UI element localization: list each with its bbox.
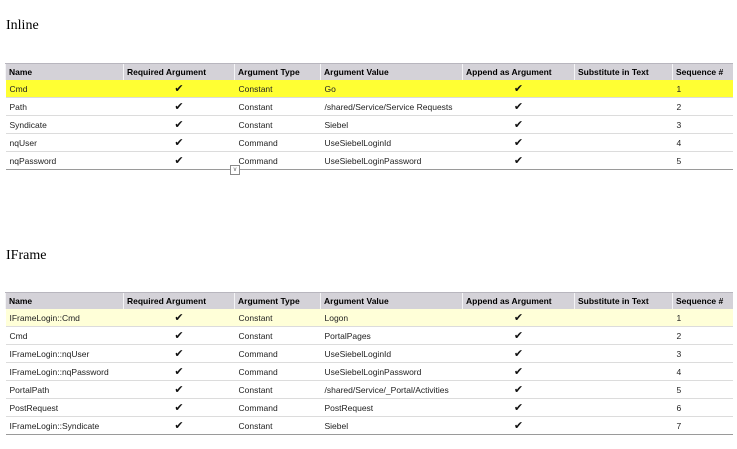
cell-sequence: 1	[673, 309, 733, 327]
column-header-name[interactable]: Name	[6, 293, 124, 310]
cell-argument-value: Go	[321, 80, 463, 98]
inline-section-title: Inline	[6, 18, 39, 33]
cell-sequence: 2	[673, 98, 733, 116]
required-checkmark-icon: ✔	[124, 98, 235, 116]
append-checkmark-icon: ✔	[463, 363, 575, 381]
append-checkmark-icon: ✔	[463, 80, 575, 98]
cell-substitute-in-text	[575, 417, 673, 435]
iframe-header-row	[6, 293, 733, 310]
cell-name: IFrameLogin::nqUser	[6, 345, 124, 363]
append-checkmark-icon: ✔	[463, 134, 575, 152]
cell-argument-type: Constant	[235, 98, 321, 116]
append-checkmark-icon: ✔	[463, 327, 575, 345]
cell-argument-type: Constant	[235, 80, 321, 98]
required-checkmark-icon: ✔	[124, 363, 235, 381]
column-header-required-argument[interactable]: Required Argument	[124, 293, 235, 310]
column-header-append-as-argument[interactable]: Append as Argument	[463, 64, 575, 81]
column-header-name[interactable]: Name	[6, 64, 124, 81]
column-header-argument-type[interactable]: Argument Type	[235, 64, 321, 81]
required-checkmark-icon: ✔	[124, 345, 235, 363]
cell-substitute-in-text	[575, 98, 673, 116]
cell-argument-value: /shared/Service/_Portal/Activities	[321, 381, 463, 399]
cell-name: Cmd	[6, 327, 124, 345]
cell-name: Syndicate	[6, 116, 124, 134]
cell-sequence: 7	[673, 417, 733, 435]
append-checkmark-icon: ✔	[463, 309, 575, 327]
cell-substitute-in-text	[575, 327, 673, 345]
cell-sequence: 5	[673, 381, 733, 399]
cell-substitute-in-text	[575, 363, 673, 381]
cell-argument-value: UseSiebelLoginId	[321, 345, 463, 363]
cell-argument-type: Command	[235, 345, 321, 363]
cell-argument-value: Siebel	[321, 116, 463, 134]
cell-argument-value: UseSiebelLoginId	[321, 134, 463, 152]
cell-argument-type: Constant	[235, 116, 321, 134]
cell-argument-value: UseSiebelLoginPassword	[321, 152, 463, 170]
cell-argument-type: Constant	[235, 417, 321, 435]
cell-substitute-in-text	[575, 381, 673, 399]
cell-argument-value: Logon	[321, 309, 463, 327]
column-header-argument-value[interactable]: Argument Value	[321, 293, 463, 310]
column-header-sequence[interactable]: Sequence #	[673, 293, 733, 310]
append-checkmark-icon: ✔	[463, 381, 575, 399]
cell-sequence: 6	[673, 399, 733, 417]
table-row[interactable]	[6, 152, 733, 170]
required-checkmark-icon: ✔	[124, 381, 235, 399]
cell-argument-value: PortalPages	[321, 327, 463, 345]
append-checkmark-icon: ✔	[463, 399, 575, 417]
cell-sequence: 3	[673, 345, 733, 363]
cell-argument-type: Command	[235, 134, 321, 152]
cell-argument-value: Siebel	[321, 417, 463, 435]
column-header-sequence[interactable]: Sequence #	[673, 64, 733, 81]
table-row[interactable]	[6, 327, 733, 345]
required-checkmark-icon: ✔	[124, 327, 235, 345]
cell-sequence: 2	[673, 327, 733, 345]
cell-argument-type: Constant	[235, 309, 321, 327]
cell-sequence: 1	[673, 80, 733, 98]
column-header-substitute-in-text[interactable]: Substitute in Text	[575, 293, 673, 310]
cell-substitute-in-text	[575, 152, 673, 170]
required-checkmark-icon: ✔	[124, 116, 235, 134]
column-header-append-as-argument[interactable]: Append as Argument	[463, 293, 575, 310]
cell-substitute-in-text	[575, 116, 673, 134]
cell-argument-type: Constant	[235, 381, 321, 399]
cell-sequence: 4	[673, 363, 733, 381]
table-row[interactable]	[6, 116, 733, 134]
cell-name: PostRequest	[6, 399, 124, 417]
append-checkmark-icon: ✔	[463, 98, 575, 116]
cell-sequence: 4	[673, 134, 733, 152]
cell-substitute-in-text	[575, 80, 673, 98]
cell-argument-type: Constant	[235, 327, 321, 345]
append-checkmark-icon: ✔	[463, 116, 575, 134]
table-row[interactable]	[6, 98, 733, 116]
iframe-section-title: IFrame	[6, 248, 47, 263]
table-row[interactable]	[6, 381, 733, 399]
table-row[interactable]	[6, 417, 733, 435]
cell-argument-type: Command	[235, 363, 321, 381]
cell-name: nqPassword	[6, 152, 124, 170]
cell-substitute-in-text	[575, 399, 673, 417]
append-checkmark-icon: ✔	[463, 345, 575, 363]
cell-name: IFrameLogin::nqPassword	[6, 363, 124, 381]
column-header-substitute-in-text[interactable]: Substitute in Text	[575, 64, 673, 81]
append-checkmark-icon: ✔	[463, 417, 575, 435]
table-row[interactable]	[6, 345, 733, 363]
required-checkmark-icon: ✔	[124, 399, 235, 417]
cell-argument-value: /shared/Service/Service Requests	[321, 98, 463, 116]
cell-name: nqUser	[6, 134, 124, 152]
cell-sequence: 5	[673, 152, 733, 170]
cell-substitute-in-text	[575, 309, 673, 327]
cell-name: IFrameLogin::Cmd	[6, 309, 124, 327]
column-header-argument-type[interactable]: Argument Type	[235, 293, 321, 310]
table-row[interactable]	[6, 80, 733, 98]
table-row[interactable]	[6, 399, 733, 417]
inline-header-row	[6, 64, 733, 81]
required-checkmark-icon: ✔	[124, 309, 235, 327]
cell-argument-value: PostRequest	[321, 399, 463, 417]
append-checkmark-icon: ✔	[463, 152, 575, 170]
table-resize-handle[interactable]: v	[230, 165, 240, 175]
required-checkmark-icon: ✔	[124, 80, 235, 98]
required-checkmark-icon: ✔	[124, 152, 235, 170]
cell-argument-value: UseSiebelLoginPassword	[321, 363, 463, 381]
iframe-arguments-table	[5, 292, 733, 435]
cell-substitute-in-text	[575, 345, 673, 363]
cell-substitute-in-text	[575, 134, 673, 152]
required-checkmark-icon: ✔	[124, 134, 235, 152]
required-checkmark-icon: ✔	[124, 417, 235, 435]
cell-name: PortalPath	[6, 381, 124, 399]
table-row[interactable]	[6, 309, 733, 327]
column-header-argument-value[interactable]: Argument Value	[321, 64, 463, 81]
table-row[interactable]	[6, 363, 733, 381]
cell-argument-type: Command	[235, 399, 321, 417]
table-row[interactable]	[6, 134, 733, 152]
cell-name: Path	[6, 98, 124, 116]
cell-name: IFrameLogin::Syndicate	[6, 417, 124, 435]
cell-argument-type: Command	[235, 152, 321, 170]
column-header-required-argument[interactable]: Required Argument	[124, 64, 235, 81]
inline-arguments-table	[5, 63, 733, 170]
cell-name: Cmd	[6, 80, 124, 98]
cell-sequence: 3	[673, 116, 733, 134]
